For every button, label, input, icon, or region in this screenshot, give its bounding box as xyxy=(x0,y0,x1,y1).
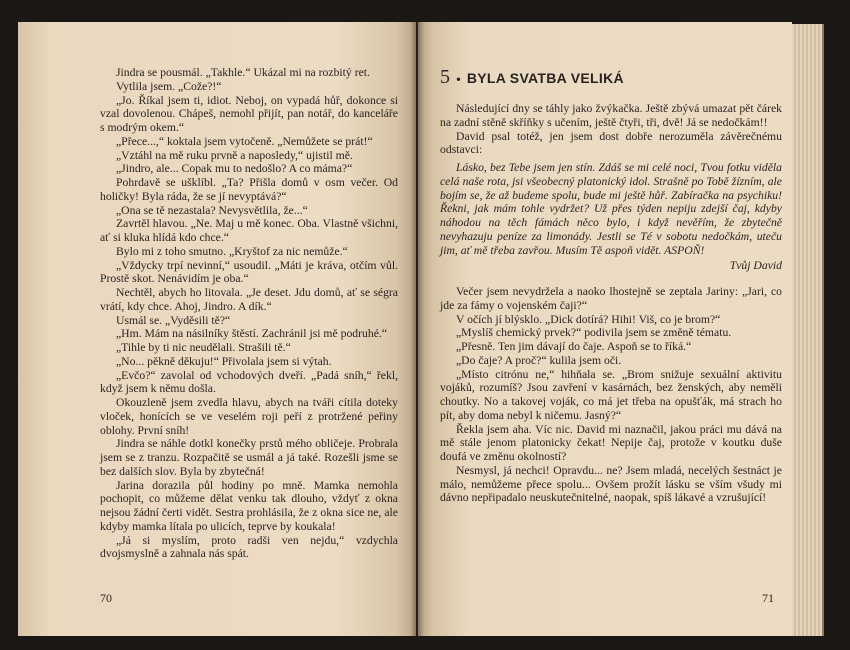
page-edges xyxy=(792,24,824,636)
left-page-number: 70 xyxy=(100,591,112,605)
paragraph: Jindra se pousmál. „Takhle.“ Ukázal mi na rozbitý ret. xyxy=(116,66,370,79)
intro-paragraphs xyxy=(440,102,782,157)
paragraph: Bylo mi z toho smutno. „Kryštof za nic nemůže.“ xyxy=(116,244,348,258)
paragraph: „Vztáhl na mě ruku prvně a naposledy,“ ujistil mě. xyxy=(116,148,353,162)
paragraph: „Já si myslím, proto radši ven nejdu,“ vzdychla dvojsmyslně a zahnala nás spát. xyxy=(100,533,398,561)
paragraph: Nechtěl, abych ho litovala. „Je deset. Jdu domů, ať se ségra vrátí, kdy chce. Ahoj, Jindro. A dík.“ xyxy=(100,286,398,313)
paragraph: „Myslíš chemický prvek?“ podivila jsem se změně tématu. xyxy=(456,326,732,340)
chapter-number: 5 xyxy=(440,66,451,88)
paragraph: Řekla jsem aha. Víc nic. David mi naznačil, jakou práci mu dává na mě stále jenom platonicky čekat! Nepije čaj, protože v koutku duše doufá ve změnu okolností? xyxy=(440,422,782,463)
paragraph: „Tihle by ti nic neudělali. Strašili tě.“ xyxy=(116,341,291,354)
paragraph: „Místo citrónu ne,“ hihňala se. „Brom snižuje sexuální aktivitu vojáků, rozumíš? Jsou zavření v kasárnách, bez ženských, aby neměli choutky. No a takovej voják, co má jet třeba na opušťák, má strach ho pít, aby doma nebyl k ničemu. Jasný?“ xyxy=(440,367,782,422)
paragraph: David psal totéž, jen jsem dost dobře nerozuměla závěrečnému odstavci: xyxy=(440,129,782,157)
paragraph: „Hm. Mám na násilníky štěstí. Zachránil jsi mě podruhé.“ xyxy=(116,327,388,341)
paragraph: Usmál se. „Vyděsili tě?“ xyxy=(116,313,231,327)
paragraph: „Přece...,“ koktala jsem vytočeně. „Nemůžete se prát!“ xyxy=(116,134,373,148)
letter-block xyxy=(440,161,782,257)
paragraph: „No... pěkně děkuju!“ Přivolala jsem si výtah. xyxy=(116,354,332,368)
chapter-title: BYLA SVATBA VELIKÁ xyxy=(466,70,624,86)
open-book xyxy=(18,14,826,638)
left-page-text xyxy=(100,66,398,561)
right-page-text xyxy=(440,102,782,505)
right-page-number: 71 xyxy=(762,591,774,605)
left-page xyxy=(18,22,416,636)
paragraph: „Jindro, ale... Copak mu to nedošlo? A co máma?“ xyxy=(116,162,353,176)
paragraph: „Vždycky trpí nevinní,“ usoudil. „Máti je kráva, otčím vůl. Prostě skot. Nenávidím je oba.“ xyxy=(100,258,398,286)
paragraph: Pohrdavě se ušklíbl. „Ta? Přišla domů v osm večer. Od holičky! Byla ráda, že se jí nevyptává?“ xyxy=(100,176,398,203)
letter-signature: Tvůj David xyxy=(729,259,782,273)
paragraph: Jindra se náhle dotkl konečky prstů mého obličeje. Probrala jsem se z tranzu. Rozpačitě se usmál a já také. Rozešli jsme se bez dalších slov. Byla by zbytečná! xyxy=(100,437,398,478)
paragraph: Večer jsem nevydržela a naoko lhostejně se zeptala Jariny: „Jari, co jde za fámy o vojenském čaji?“ xyxy=(440,285,782,312)
paragraph: Následující dny se táhly jako žvýkačka. Ještě zbývá umazat pět čárek na zadní stěně skříňky s učením, ještě čtyři, tři, dvě! Já se nedočkám!! xyxy=(440,102,782,129)
right-page xyxy=(418,22,792,636)
paragraph: Okouzleně jsem zvedla hlavu, abych na tváři cítila doteky vloček, honících se ve veselém roji peří z protržené peřiny oblohy. První sníh! xyxy=(100,396,398,437)
paragraph: „Do čaje? A proč?“ kulila jsem oči. xyxy=(456,353,622,367)
body-paragraphs xyxy=(440,285,782,505)
paragraph: Nesmysl, já nechci! Opravdu... ne? Jsem mladá, necelých šestnáct je málo, nemůžeme přece spolu... Ovšem prožít lásku se vším všudy mi dávno nepřipadalo neuskutečnitelné, naopak, spíš lákavé a vzrušující! xyxy=(440,463,782,505)
paragraph: Zavrtěl hlavou. „Ne. Maj u mě konec. Oba. Vlastně všichni, ať si kluka hlídá kdo chce.“ xyxy=(100,217,398,244)
paragraph: Vytlila jsem. „Cože?!“ xyxy=(116,79,222,93)
book-spine xyxy=(410,22,424,636)
paragraph: „Evčo?“ zavolal od vchodových dveří. „Padá sníh,“ řekl, když jsem k němu došla. xyxy=(100,368,398,396)
paragraph: „Přesně. Ten jim dávají do čaje. Aspoň se to říká.“ xyxy=(456,340,692,353)
letter-text: Lásko, bez Tebe jsem jen stín. Zdáš se mi celé noci, Tvou fotku viděla celá naše rota, jsi všeobecný platonický idol. Strašně po Tobě žízním, ale bojím se, že až budeme spolu, bude mi ještě hůř. Zabíračka na psychiku! Řekni, jak mám tohle vydržet? Už přes týden nepiju zdejší čaj, kdyby náhodou na těch fámách něco bylo, i když nevěřím, že zbytečně nevyhazuju peníze za limonády. Jestli se Té v sobotu nedočkám, uteču jim, ať mě třeba zavřou. Musím Tě aspoň vidět. ASPOŇ! xyxy=(440,161,782,257)
paragraph: „Jo. Říkal jsem ti, idiot. Neboj, on vypadá hůř, dokonce si vzal dovolenou. Chápeš, nemohl přijít, pan notář, do kanceláře s modrým okem.“ xyxy=(100,93,398,134)
chapter-bullet: • xyxy=(456,72,461,86)
chapter-heading xyxy=(440,66,624,89)
paragraph: „Ona se tě nezastala? Nevysvětlila, že...“ xyxy=(116,203,308,217)
paragraph: V očích jí blýsklo. „Dick dotírá? Hihi! Viš, co je brom?“ xyxy=(456,312,721,326)
paragraph: Jarina dorazila půl hodiny po mně. Mamka nemohla pochopit, co můžeme dělat venku tak dlouho, vždyť z okna nejsou žádní čerti vidět. Sestra prohlásila, že z okna sice ne, ale kdyby mamka lítala po ulicích, teprve by koukala! xyxy=(100,478,398,533)
